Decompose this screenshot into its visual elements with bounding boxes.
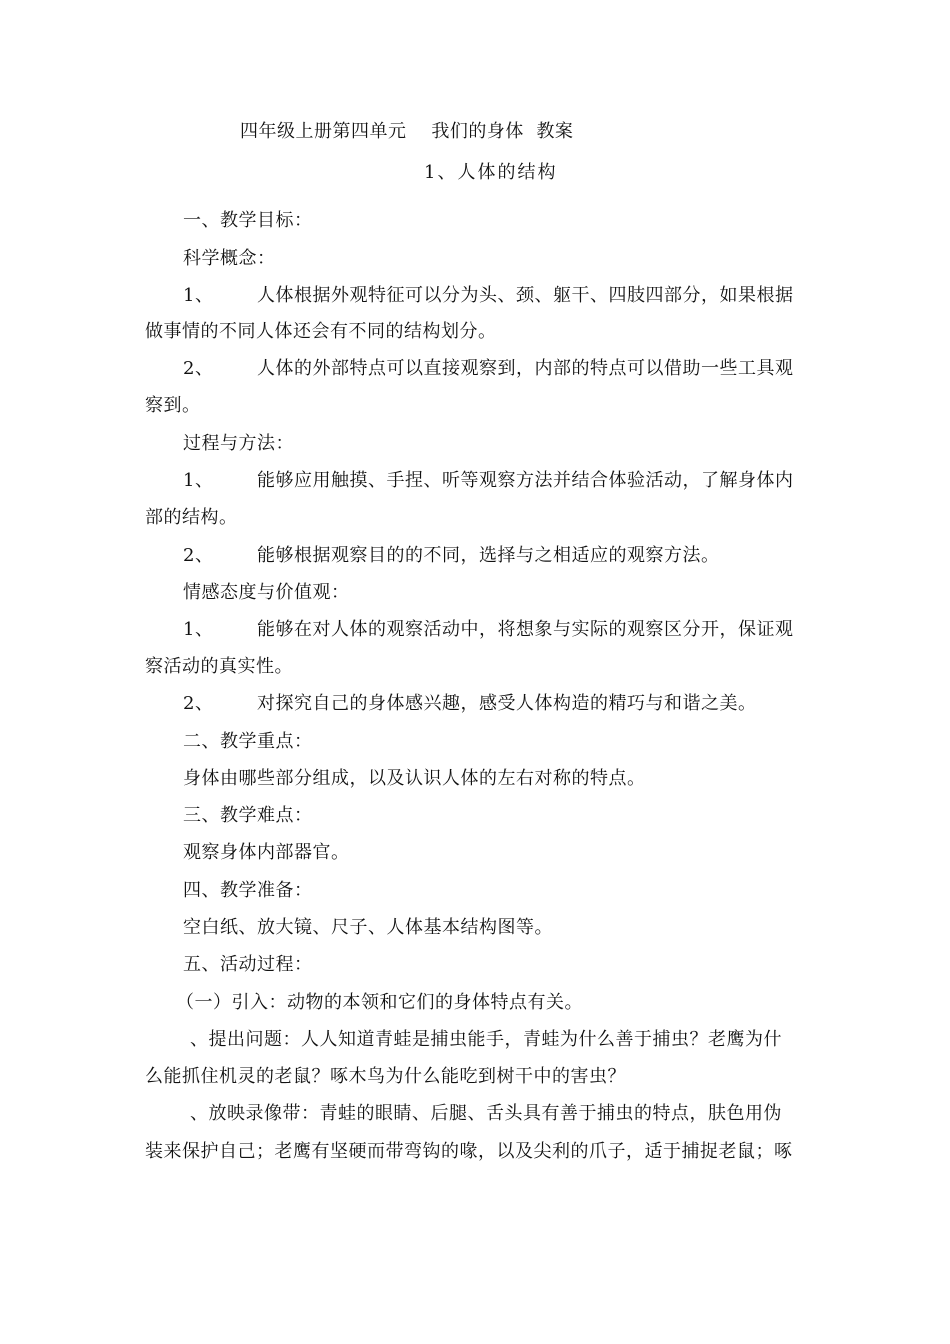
section-heading: 五、活动过程： xyxy=(183,954,313,975)
subsection-heading: 过程与方法： xyxy=(183,433,294,454)
paragraph-line: 1、 能够在对人体的观察活动中，将想象与实际的观察区分开，保证观 xyxy=(183,619,794,640)
paragraph-line: 部的结构。 xyxy=(145,507,238,528)
paragraph-line: 、提出问题：人人知道青蛙是捕虫能手，青蛙为什么善于捕虫？老鹰为什 xyxy=(190,1029,782,1050)
paragraph-line: 2、 能够根据观察目的的不同，选择与之相适应的观察方法。 xyxy=(183,545,720,566)
section-heading: 二、教学重点： xyxy=(183,731,313,752)
paragraph-line: 2、 人体的外部特点可以直接观察到，内部的特点可以借助一些工具观 xyxy=(183,358,794,379)
document-title: 四年级上册第四单元 我们的身体 教案 xyxy=(240,121,574,142)
paragraph-line: 做事情的不同人体还会有不同的结构划分。 xyxy=(145,321,497,342)
paragraph-line: 空白纸、放大镜、尺子、人体基本结构图等。 xyxy=(183,917,553,938)
paragraph-line: 、放映录像带：青蛙的眼睛、后腿、舌头具有善于捕虫的特点，肤色用伪 xyxy=(190,1103,782,1124)
paragraph-line: 观察身体内部器官。 xyxy=(183,842,350,863)
lesson-subtitle: 1、人体的结构 xyxy=(424,162,558,183)
section-heading: 一、教学目标： xyxy=(183,210,313,231)
paragraph-line: 身体由哪些部分组成，以及认识人体的左右对称的特点。 xyxy=(183,768,646,789)
paragraph-line: 察活动的真实性。 xyxy=(145,656,293,677)
paragraph-line: 么能抓住机灵的老鼠？啄木鸟为什么能吃到树干中的害虫？ xyxy=(145,1066,626,1087)
paragraph-line: 装来保护自己；老鹰有坚硬而带弯钩的喙，以及尖利的爪子，适于捕捉老鼠；啄 xyxy=(145,1141,793,1162)
paragraph-line: 1、 能够应用触摸、手捏、听等观察方法并结合体验活动，了解身体内 xyxy=(183,470,794,491)
paragraph-line: 1、 人体根据外观特征可以分为头、颈、躯干、四肢四部分，如果根据 xyxy=(183,285,794,306)
paragraph-line: （一）引入：动物的本领和它们的身体特点有关。 xyxy=(176,992,583,1013)
subsection-heading: 情感态度与价值观： xyxy=(183,582,350,603)
section-heading: 三、教学难点： xyxy=(183,805,313,826)
paragraph-line: 2、 对探究自己的身体感兴趣，感受人体构造的精巧与和谐之美。 xyxy=(183,693,757,714)
subsection-heading: 科学概念： xyxy=(183,248,276,269)
section-heading: 四、教学准备： xyxy=(183,880,313,901)
paragraph-line: 察到。 xyxy=(145,395,201,416)
